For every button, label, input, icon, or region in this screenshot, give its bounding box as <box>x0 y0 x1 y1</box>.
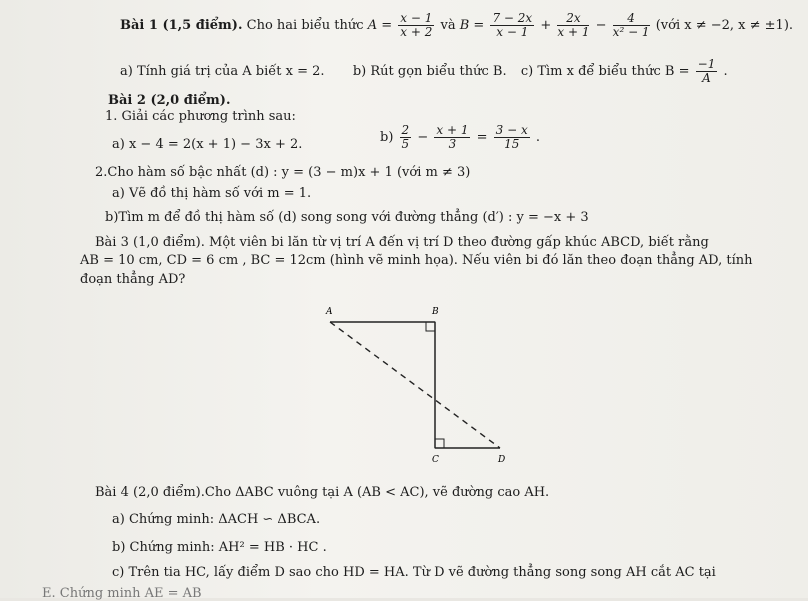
and-word: và <box>440 18 456 33</box>
bai2-eq-b-end: . <box>535 130 541 145</box>
bai2-part2: 2.Cho hàm số bậc nhất (d) : y = (3 − m)x + 1 (với m ≠ 3) <box>95 165 471 180</box>
label-A: A <box>326 307 333 317</box>
bai2-eq-b-label: b) <box>380 130 394 145</box>
bai4-part-c: c) Trên tia HC, lấy điểm D sao cho HD = HA. Từ D vẽ đường thẳng song song AH cắt AC tại <box>112 565 716 580</box>
label-C: C <box>432 455 439 465</box>
bai4-line1: Bài 4 (2,0 điểm).Cho ΔABC vuông tại A (AB < AC), vẽ đường cao AH. <box>95 485 550 500</box>
bai1-part-b: b) Rút gọn biểu thức B. <box>352 64 507 79</box>
segment-AD-dashed <box>330 322 500 448</box>
bai1-parts <box>120 58 728 85</box>
bai1-part-c-fraction: $\frac{-1}{A}$ <box>697 57 716 85</box>
bai1-part-a: a) Tính giá trị của A biết x = 2. <box>120 64 325 79</box>
expr-B-term2: $\frac{2x}{x + 1}$ <box>557 11 590 39</box>
bai3-line3: đoạn thẳng AD? <box>80 272 186 287</box>
bai1-part-c: c) Tìm x để biểu thức B = <box>520 64 690 79</box>
label-D: D <box>498 455 506 465</box>
bai2-eq-b-frac3: $\frac{3 - x}{15}$ <box>495 123 528 151</box>
bai2-eq-b-frac2: $\frac{x + 1}{3}$ <box>436 123 469 151</box>
right-angle-C <box>435 439 444 448</box>
expr-B-term3: $\frac{4}{\text{x² − 1}}$ <box>612 11 650 39</box>
bai4-part-c-cont: E. Chứng minh AE = AB <box>42 586 202 601</box>
bai2-part2-a: a) Vẽ đồ thị hàm số với m = 1. <box>112 186 312 201</box>
label-B: B <box>432 307 439 317</box>
bai3-line2: AB = 10 cm, CD = 6 cm , BC = 12cm (hình vẽ minh họa). Nếu viên bi đó lăn theo đoạn thẳng AD, tính <box>80 253 753 268</box>
bai3-line1: Bài 3 (1,0 điểm). Một viên bi lăn từ vị trí A đến vị trí D theo đường gấp khúc ABCD, biết rằng <box>95 235 709 250</box>
bai1-intro: Cho hai biểu thức <box>246 18 364 33</box>
bai2-eq-a: a) x − 4 = 2(x + 1) − 3x + 2. <box>112 137 303 152</box>
right-angle-B <box>426 322 435 331</box>
bai2-intro: 1. Giải các phương trình sau: <box>105 109 296 124</box>
bai4-part-b: b) Chứng minh: AH² = HB · HC . <box>112 540 327 555</box>
bai1-line <box>120 12 793 39</box>
expr-A-lhs: A = <box>367 18 393 33</box>
abcd-figure <box>300 300 530 470</box>
condition: (với x ≠ −2, x ≠ ±1). <box>655 18 794 33</box>
bai1-heading: Bài 1 (1,5 điểm). <box>120 18 243 33</box>
plus-sign: + <box>540 18 552 33</box>
bai2-eq-b-equals: = <box>476 130 488 145</box>
bai2-part2-b: b)Tìm m để đồ thị hàm số (d) song song với đường thẳng (d′) : y = −x + 3 <box>105 210 589 225</box>
expr-B-lhs: B = <box>459 18 485 33</box>
bai4-part-a: a) Chứng minh: ΔACH ∽ ΔBCA. <box>112 512 321 527</box>
minus-sign: − <box>595 18 607 33</box>
expr-B-term1: $\frac{7 - 2x}{x - 1}$ <box>492 11 533 39</box>
bai2-eq-b-minus: − <box>417 130 429 145</box>
bai2-heading: Bài 2 (2,0 điểm). <box>108 93 231 108</box>
expr-A-fraction: $\frac{x - 1}{x + 2}$ <box>400 11 433 39</box>
bai2-eq-b-frac1: $\frac{2}{5}$ <box>401 123 410 151</box>
bai2-eq-b <box>380 124 540 151</box>
bai1-part-c-end: . <box>723 64 728 79</box>
